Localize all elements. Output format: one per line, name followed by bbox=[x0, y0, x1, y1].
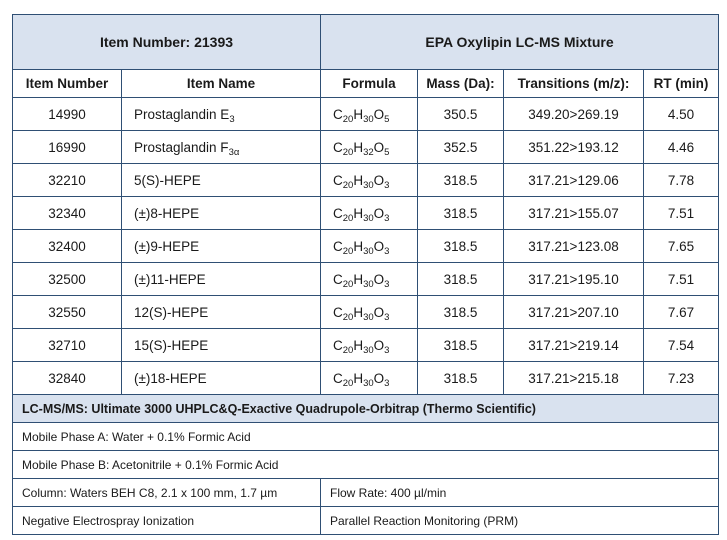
item-number-cell: 14990 bbox=[13, 98, 122, 131]
table-row bbox=[13, 362, 719, 395]
formula-c-count: 20 bbox=[342, 212, 354, 224]
product-info-sheet bbox=[12, 14, 718, 535]
data-rows bbox=[13, 98, 719, 395]
formula-h-count: 32 bbox=[363, 146, 374, 158]
item-name: (±)9-HEPE bbox=[134, 238, 200, 254]
formula-h-count: 30 bbox=[363, 278, 374, 290]
formula-cell: $C_{20}H_{30}O_3$ bbox=[321, 197, 418, 230]
item-name-cell bbox=[122, 362, 321, 395]
formula-h-count: 30 bbox=[363, 179, 374, 191]
column-header-row bbox=[13, 70, 719, 98]
rt-cell: 7.78 bbox=[644, 164, 719, 197]
rt-cell: 7.54 bbox=[644, 329, 719, 362]
mobile-phase-a-text: Mobile Phase A: Water + 0.1% Formic Acid bbox=[13, 423, 719, 451]
formula-cell: $C_{20}H_{30}O_5$ bbox=[321, 98, 418, 131]
mass-cell: 318.5 bbox=[418, 164, 504, 197]
item-number-cell: 32500 bbox=[13, 263, 122, 296]
item-name-cell bbox=[122, 263, 321, 296]
item-name-cell bbox=[122, 296, 321, 329]
lcms-instrument-text: LC-MS/MS: Ultimate 3000 UHPLC&Q-Exactive Quadrupole-Orbitrap (Thermo Scientific) bbox=[13, 395, 719, 423]
item-name: (±)18-HEPE bbox=[134, 370, 207, 386]
mass-cell: 352.5 bbox=[418, 131, 504, 164]
col-header-transitions: Transitions (m/z): bbox=[504, 70, 644, 98]
transition-cell: 317.21>123.08 bbox=[504, 230, 644, 263]
formula-cell: $C_{20}H_{30}O_3$ bbox=[321, 362, 418, 395]
formula-o-count: 3 bbox=[384, 311, 390, 323]
oxylipin-mixture-table bbox=[12, 14, 719, 535]
item-name-cell bbox=[122, 164, 321, 197]
item-name-subscript: 3 bbox=[229, 113, 235, 125]
item-number-cell: 32340 bbox=[13, 197, 122, 230]
item-name-subscript: 3α bbox=[228, 146, 240, 158]
formula-o-count: 3 bbox=[384, 278, 390, 290]
item-name: Prostaglandin E bbox=[134, 106, 230, 122]
formula-cell: $C_{20}H_{30}O_3$ bbox=[321, 263, 418, 296]
item-name: 15(S)-HEPE bbox=[134, 337, 209, 353]
transition-cell: 351.22>193.12 bbox=[504, 131, 644, 164]
formula-c-count: 20 bbox=[342, 113, 354, 125]
item-name: (±)8-HEPE bbox=[134, 205, 200, 221]
formula-h-count: 30 bbox=[363, 245, 374, 257]
formula-o-count: 3 bbox=[384, 344, 390, 356]
item-number-title: Item Number: 21393 bbox=[13, 15, 321, 70]
item-number-cell: 32710 bbox=[13, 329, 122, 362]
item-number-cell: 32210 bbox=[13, 164, 122, 197]
item-number-cell: 32550 bbox=[13, 296, 122, 329]
mobile-phase-a-row bbox=[13, 423, 719, 451]
mass-cell: 318.5 bbox=[418, 362, 504, 395]
monitoring-text: Parallel Reaction Monitoring (PRM) bbox=[321, 507, 719, 535]
item-name: 5(S)-HEPE bbox=[134, 172, 201, 188]
item-name: (±)11-HEPE bbox=[134, 271, 206, 287]
mass-cell: 318.5 bbox=[418, 296, 504, 329]
formula-h-count: 30 bbox=[363, 113, 374, 125]
formula-c-count: 20 bbox=[342, 146, 354, 158]
product-title: EPA Oxylipin LC-MS Mixture bbox=[321, 15, 719, 70]
formula-h-count: 30 bbox=[363, 377, 374, 389]
formula-o-count: 3 bbox=[384, 179, 390, 191]
col-header-item-name: Item Name bbox=[122, 70, 321, 98]
transition-cell: 317.21>129.06 bbox=[504, 164, 644, 197]
table-row bbox=[13, 230, 719, 263]
table-row bbox=[13, 164, 719, 197]
table-row bbox=[13, 296, 719, 329]
col-header-item-number: Item Number bbox=[13, 70, 122, 98]
formula-o-count: 5 bbox=[384, 113, 390, 125]
mass-cell: 318.5 bbox=[418, 329, 504, 362]
item-name-cell bbox=[122, 98, 321, 131]
item-number-cell: 32840 bbox=[13, 362, 122, 395]
column-flow-row bbox=[13, 479, 719, 507]
formula-h-count: 30 bbox=[363, 212, 374, 224]
item-name: Prostaglandin F bbox=[134, 139, 229, 155]
formula-c-count: 20 bbox=[342, 344, 354, 356]
column-text: Column: Waters BEH C8, 2.1 x 100 mm, 1.7 µm bbox=[13, 479, 321, 507]
mass-cell: 318.5 bbox=[418, 197, 504, 230]
mass-cell: 318.5 bbox=[418, 263, 504, 296]
formula-cell: $C_{20}H_{30}O_3$ bbox=[321, 296, 418, 329]
title-row bbox=[13, 15, 719, 70]
table-row bbox=[13, 131, 719, 164]
rt-cell: 7.23 bbox=[644, 362, 719, 395]
table-row bbox=[13, 197, 719, 230]
rt-cell: 7.51 bbox=[644, 197, 719, 230]
formula-o-count: 3 bbox=[384, 377, 390, 389]
table-row bbox=[13, 263, 719, 296]
mobile-phase-b-text: Mobile Phase B: Acetonitrile + 0.1% Formic Acid bbox=[13, 451, 719, 479]
formula-o-count: 5 bbox=[384, 146, 390, 158]
mass-cell: 350.5 bbox=[418, 98, 504, 131]
rt-cell: 7.51 bbox=[644, 263, 719, 296]
transition-cell: 317.21>215.18 bbox=[504, 362, 644, 395]
table-row bbox=[13, 98, 719, 131]
item-name-cell bbox=[122, 197, 321, 230]
formula-h-count: 30 bbox=[363, 311, 374, 323]
lcms-info-row bbox=[13, 395, 719, 423]
formula-c-count: 20 bbox=[342, 179, 354, 191]
formula-h-count: 30 bbox=[363, 344, 374, 356]
ionization-monitoring-row bbox=[13, 507, 719, 535]
formula-c-count: 20 bbox=[342, 278, 354, 290]
formula-c-count: 20 bbox=[342, 245, 354, 257]
col-header-mass: Mass (Da): bbox=[418, 70, 504, 98]
transition-cell: 349.20>269.19 bbox=[504, 98, 644, 131]
table-row bbox=[13, 329, 719, 362]
mass-cell: 318.5 bbox=[418, 230, 504, 263]
transition-cell: 317.21>195.10 bbox=[504, 263, 644, 296]
col-header-formula: Formula bbox=[321, 70, 418, 98]
item-name: 12(S)-HEPE bbox=[134, 304, 209, 320]
rt-cell: 7.67 bbox=[644, 296, 719, 329]
item-name-cell bbox=[122, 329, 321, 362]
item-number-cell: 32400 bbox=[13, 230, 122, 263]
transition-cell: 317.21>155.07 bbox=[504, 197, 644, 230]
formula-cell: $C_{20}H_{30}O_3$ bbox=[321, 329, 418, 362]
formula-cell: $C_{20}H_{30}O_3$ bbox=[321, 164, 418, 197]
rt-cell: 4.46 bbox=[644, 131, 719, 164]
formula-cell: $C_{20}H_{30}O_3$ bbox=[321, 230, 418, 263]
transition-cell: 317.21>207.10 bbox=[504, 296, 644, 329]
flow-rate-text: Flow Rate: 400 µl/min bbox=[321, 479, 719, 507]
mobile-phase-b-row bbox=[13, 451, 719, 479]
ionization-text: Negative Electrospray Ionization bbox=[13, 507, 321, 535]
item-name-cell bbox=[122, 230, 321, 263]
formula-o-count: 3 bbox=[384, 245, 390, 257]
rt-cell: 7.65 bbox=[644, 230, 719, 263]
rt-cell: 4.50 bbox=[644, 98, 719, 131]
formula-c-count: 20 bbox=[342, 377, 354, 389]
formula-c-count: 20 bbox=[342, 311, 354, 323]
formula-o-count: 3 bbox=[384, 212, 390, 224]
item-name-cell bbox=[122, 131, 321, 164]
item-number-cell: 16990 bbox=[13, 131, 122, 164]
transition-cell: 317.21>219.14 bbox=[504, 329, 644, 362]
col-header-rt: RT (min) bbox=[644, 70, 719, 98]
formula-cell: $C_{20}H_{32}O_5$ bbox=[321, 131, 418, 164]
